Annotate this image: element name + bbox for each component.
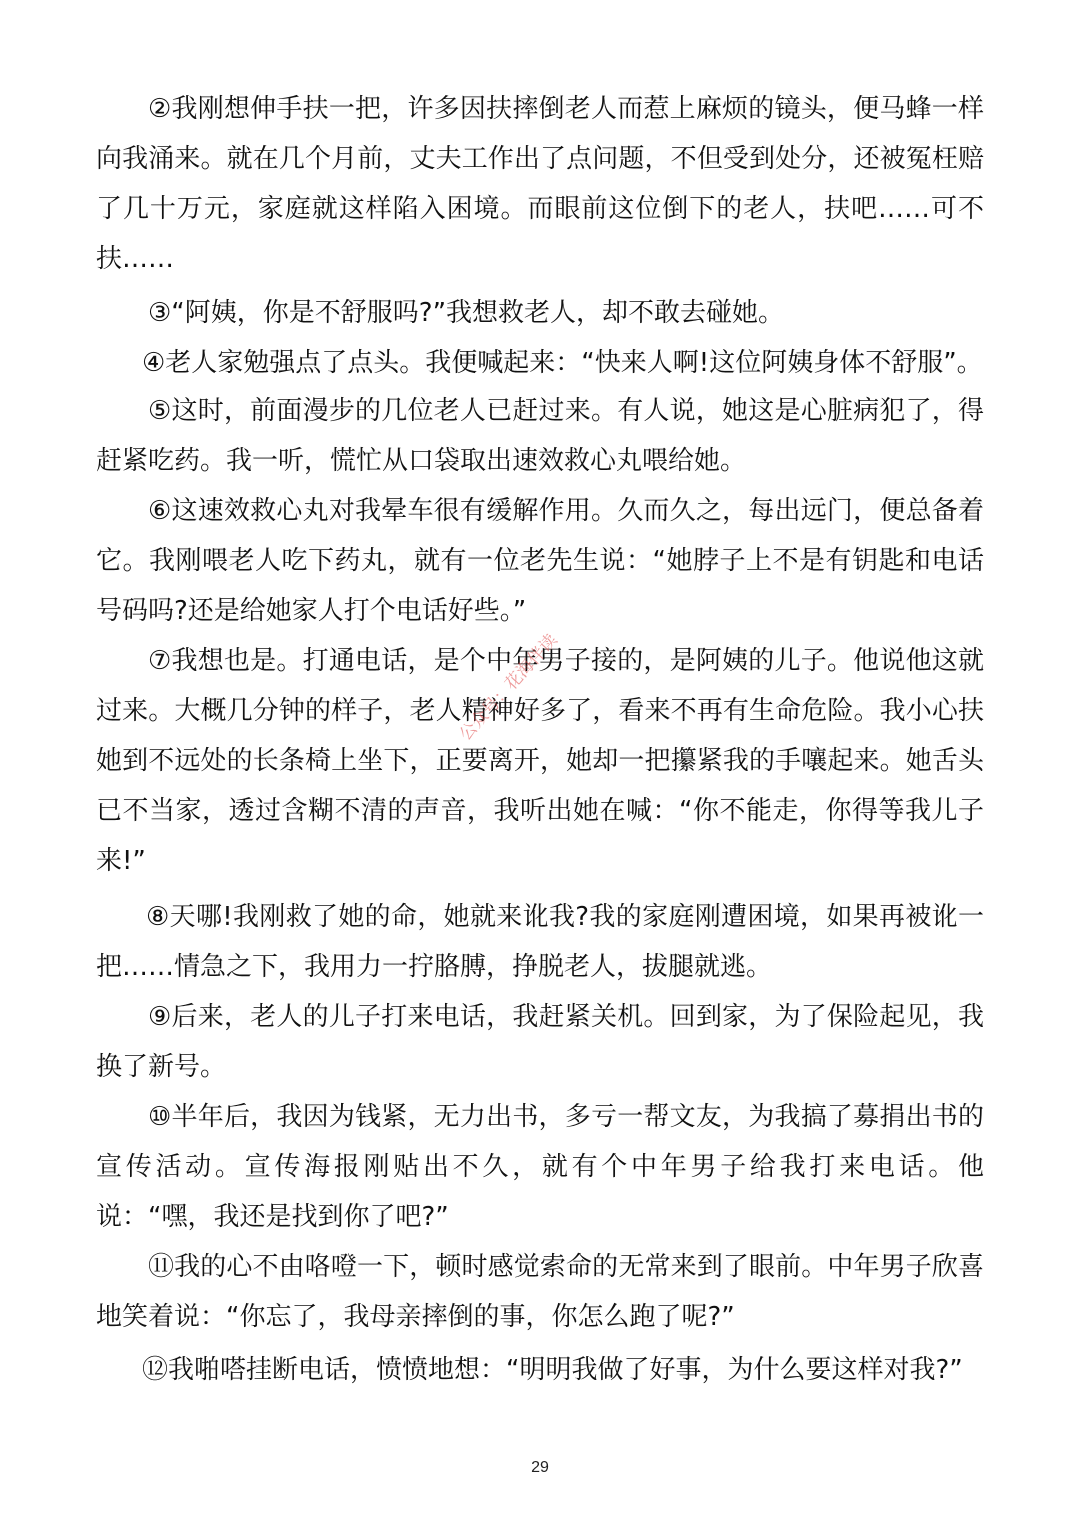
paragraph-11: ⑪我的心不由咯噔一下，顿时感觉索命的无常来到了眼前。中年男子欣喜地笑着说：“你忘了，我母亲摔倒的事，你怎么跑了呢?” xyxy=(96,1252,984,1332)
paragraph-12: ⑫我啪嗒挂断电话，愤愤地想：“明明我做了好事，为什么要这样对我?” xyxy=(142,1355,963,1385)
paragraph-4: ④老人家勉强点了点头。我便喊起来：“快来人啊!这位阿姨身体不舒服”。 xyxy=(142,348,983,378)
paragraph-6: ⑥这速效救心丸对我晕车很有缓解作用。久而久之，每出远门，便总备着它。我刚喂老人吃下药丸，就有一位老先生说：“她脖子上不是有钥匙和电话号码吗?还是给她家人打个电话好些。” xyxy=(96,496,984,626)
paragraph-2: ②我刚想伸手扶一把，许多因扶摔倒老人而惹上麻烦的镜头，便马蜂一样向我涌来。就在几个月前，丈夫工作出了点问题，不但受到处分，还被冤枉赔了几十万元，家庭就这样陷入困境。而眼前这位倒下的老人，扶吧……可不扶…… xyxy=(96,94,984,274)
paragraph-9: ⑨后来，老人的儿子打来电话，我赶紧关机。回到家，为了保险起见，我换了新号。 xyxy=(96,1002,984,1082)
paragraph-7: ⑦我想也是。打通电话，是个中年男子接的，是阿姨的儿子。他说他这就过来。大概几分钟的样子，老人精神好多了，看来不再有生命危险。我小心扶她到不远处的长条椅上坐下，正要离开，她却一把攥紧我的手嚷起来。她舌头已不当家，透过含糊不清的声音，我听出她在喊：“你不能走，你得等我儿子来!” xyxy=(96,646,984,876)
watermark: 公众号：花海伴读 xyxy=(455,630,562,745)
paragraph-3: ③“阿姨，你是不舒服吗?”我想救老人，却不敢去碰她。 xyxy=(148,298,785,328)
page-number: 29 xyxy=(531,1459,549,1476)
paragraph-8: ⑧天哪!我刚救了她的命，她就来讹我?我的家庭刚遭困境，如果再被讹一把……情急之下，我用力一拧胳膊，挣脱老人，拔腿就逃。 xyxy=(96,902,984,982)
paragraph-5: ⑤这时，前面漫步的几位老人已赶过来。有人说，她这是心脏病犯了，得赶紧吃药。我一听，慌忙从口袋取出速效救心丸喂给她。 xyxy=(96,396,984,476)
paragraph-10: ⑩半年后，我因为钱紧，无力出书，多亏一帮文友，为我搞了募捐出书的宣传活动。宣传海报刚贴出不久，就有个中年男子给我打来电话。他说：“嘿，我还是找到你了吧?” xyxy=(96,1102,984,1232)
